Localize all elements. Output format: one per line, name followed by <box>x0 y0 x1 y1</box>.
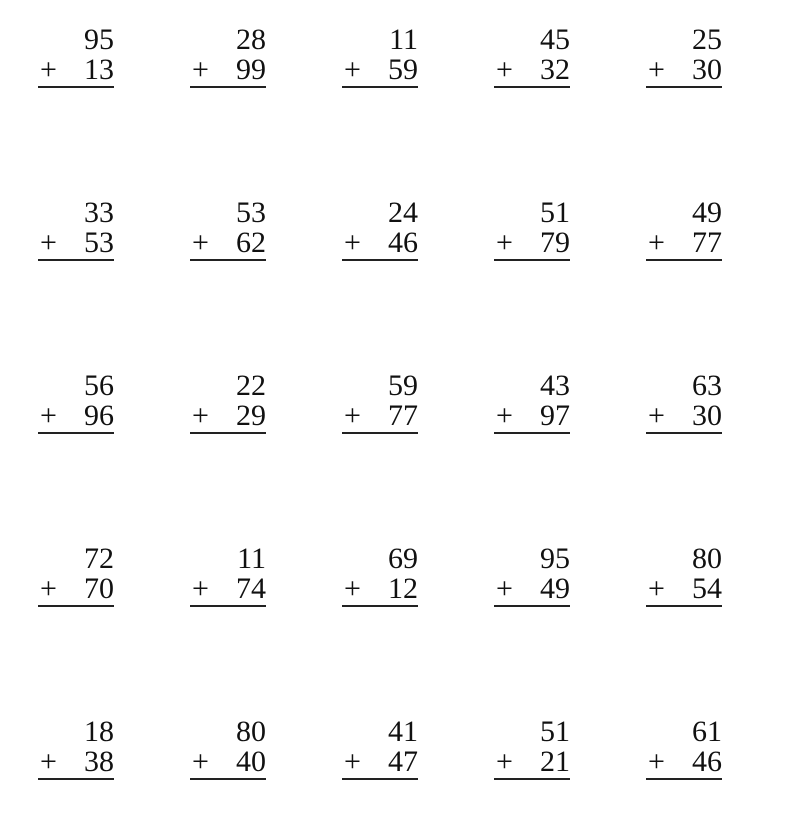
top-addend: 51 <box>540 196 570 229</box>
bottom-addend: 21 <box>540 745 570 778</box>
plus-sign: + <box>496 572 513 605</box>
addition-problem <box>38 717 114 780</box>
top-addend: 63 <box>692 369 722 402</box>
plus-sign: + <box>40 572 57 605</box>
plus-sign: + <box>648 399 665 432</box>
plus-sign: + <box>40 745 57 778</box>
bottom-line <box>190 574 266 604</box>
answer-rule <box>190 259 266 261</box>
plus-sign: + <box>496 53 513 86</box>
answer-rule <box>646 432 722 434</box>
addition-problem <box>494 544 570 607</box>
bottom-line <box>190 747 266 777</box>
bottom-addend: 47 <box>388 745 418 778</box>
plus-sign: + <box>344 745 361 778</box>
bottom-addend: 13 <box>84 53 114 86</box>
bottom-addend: 79 <box>540 226 570 259</box>
answer-rule <box>646 86 722 88</box>
plus-sign: + <box>496 226 513 259</box>
top-addend: 45 <box>540 23 570 56</box>
bottom-line <box>494 574 570 604</box>
top-addend: 53 <box>236 196 266 229</box>
answer-rule <box>190 86 266 88</box>
bottom-addend: 46 <box>388 226 418 259</box>
plus-sign: + <box>40 399 57 432</box>
bottom-addend: 32 <box>540 53 570 86</box>
answer-rule <box>646 259 722 261</box>
addition-problem <box>646 198 722 261</box>
bottom-addend: 59 <box>388 53 418 86</box>
top-addend: 95 <box>540 542 570 575</box>
top-addend: 51 <box>540 715 570 748</box>
bottom-addend: 54 <box>692 572 722 605</box>
answer-rule <box>38 432 114 434</box>
addition-problem <box>190 717 266 780</box>
answer-rule <box>190 605 266 607</box>
answer-rule <box>494 259 570 261</box>
plus-sign: + <box>648 226 665 259</box>
bottom-line <box>646 401 722 431</box>
plus-sign: + <box>40 226 57 259</box>
bottom-line <box>342 747 418 777</box>
bottom-addend: 96 <box>84 399 114 432</box>
bottom-line <box>342 228 418 258</box>
bottom-addend: 97 <box>540 399 570 432</box>
answer-rule <box>38 605 114 607</box>
addition-problem <box>38 25 114 88</box>
top-addend: 43 <box>540 369 570 402</box>
addition-problem <box>38 198 114 261</box>
bottom-line <box>38 401 114 431</box>
bottom-addend: 29 <box>236 399 266 432</box>
bottom-addend: 53 <box>84 226 114 259</box>
bottom-line <box>494 747 570 777</box>
bottom-addend: 70 <box>84 572 114 605</box>
addition-problem <box>342 371 418 434</box>
addition-problem <box>190 25 266 88</box>
top-addend: 41 <box>388 715 418 748</box>
bottom-line <box>190 55 266 85</box>
bottom-addend: 99 <box>236 53 266 86</box>
addition-problem <box>494 25 570 88</box>
top-addend: 69 <box>388 542 418 575</box>
bottom-addend: 30 <box>692 399 722 432</box>
bottom-line <box>494 55 570 85</box>
top-addend: 24 <box>388 196 418 229</box>
answer-rule <box>494 86 570 88</box>
top-addend: 59 <box>388 369 418 402</box>
answer-rule <box>38 86 114 88</box>
addition-problem <box>646 544 722 607</box>
bottom-addend: 74 <box>236 572 266 605</box>
top-addend: 80 <box>236 715 266 748</box>
bottom-line <box>646 55 722 85</box>
answer-rule <box>494 605 570 607</box>
bottom-line <box>38 55 114 85</box>
answer-rule <box>494 432 570 434</box>
addition-problem <box>342 25 418 88</box>
plus-sign: + <box>192 745 209 778</box>
answer-rule <box>190 778 266 780</box>
plus-sign: + <box>344 399 361 432</box>
bottom-addend: 12 <box>388 572 418 605</box>
top-addend: 61 <box>692 715 722 748</box>
top-addend: 56 <box>84 369 114 402</box>
bottom-line <box>494 228 570 258</box>
plus-sign: + <box>192 53 209 86</box>
top-addend: 22 <box>236 369 266 402</box>
plus-sign: + <box>648 572 665 605</box>
bottom-addend: 77 <box>388 399 418 432</box>
top-addend: 49 <box>692 196 722 229</box>
answer-rule <box>342 86 418 88</box>
addition-problem <box>494 717 570 780</box>
addition-problem <box>646 25 722 88</box>
bottom-addend: 77 <box>692 226 722 259</box>
top-addend: 25 <box>692 23 722 56</box>
top-addend: 72 <box>84 542 114 575</box>
answer-rule <box>342 432 418 434</box>
plus-sign: + <box>344 572 361 605</box>
plus-sign: + <box>496 399 513 432</box>
bottom-line <box>646 228 722 258</box>
bottom-line <box>342 55 418 85</box>
answer-rule <box>342 259 418 261</box>
answer-rule <box>646 605 722 607</box>
bottom-line <box>190 401 266 431</box>
answer-rule <box>342 778 418 780</box>
bottom-line <box>38 574 114 604</box>
top-addend: 11 <box>389 23 418 56</box>
bottom-line <box>342 401 418 431</box>
bottom-line <box>646 747 722 777</box>
plus-sign: + <box>496 745 513 778</box>
bottom-line <box>38 747 114 777</box>
addition-problem <box>494 371 570 434</box>
addition-problem <box>342 198 418 261</box>
answer-rule <box>494 778 570 780</box>
bottom-addend: 40 <box>236 745 266 778</box>
addition-problem <box>494 198 570 261</box>
bottom-addend: 38 <box>84 745 114 778</box>
top-addend: 18 <box>84 715 114 748</box>
addition-problem <box>38 371 114 434</box>
answer-rule <box>342 605 418 607</box>
addition-problem <box>190 198 266 261</box>
addition-problem <box>646 371 722 434</box>
plus-sign: + <box>192 399 209 432</box>
top-addend: 80 <box>692 542 722 575</box>
addition-problem <box>646 717 722 780</box>
top-addend: 33 <box>84 196 114 229</box>
bottom-addend: 49 <box>540 572 570 605</box>
bottom-line <box>646 574 722 604</box>
bottom-addend: 62 <box>236 226 266 259</box>
addition-problem <box>190 371 266 434</box>
bottom-line <box>38 228 114 258</box>
plus-sign: + <box>648 745 665 778</box>
bottom-line <box>342 574 418 604</box>
bottom-line <box>494 401 570 431</box>
addition-problem <box>342 544 418 607</box>
plus-sign: + <box>192 226 209 259</box>
plus-sign: + <box>192 572 209 605</box>
answer-rule <box>38 778 114 780</box>
addition-problem <box>38 544 114 607</box>
plus-sign: + <box>344 226 361 259</box>
top-addend: 95 <box>84 23 114 56</box>
plus-sign: + <box>344 53 361 86</box>
answer-rule <box>190 432 266 434</box>
top-addend: 11 <box>237 542 266 575</box>
plus-sign: + <box>648 53 665 86</box>
plus-sign: + <box>40 53 57 86</box>
bottom-addend: 46 <box>692 745 722 778</box>
bottom-line <box>190 228 266 258</box>
bottom-addend: 30 <box>692 53 722 86</box>
top-addend: 28 <box>236 23 266 56</box>
addition-problem <box>342 717 418 780</box>
answer-rule <box>646 778 722 780</box>
addition-problem <box>190 544 266 607</box>
answer-rule <box>38 259 114 261</box>
